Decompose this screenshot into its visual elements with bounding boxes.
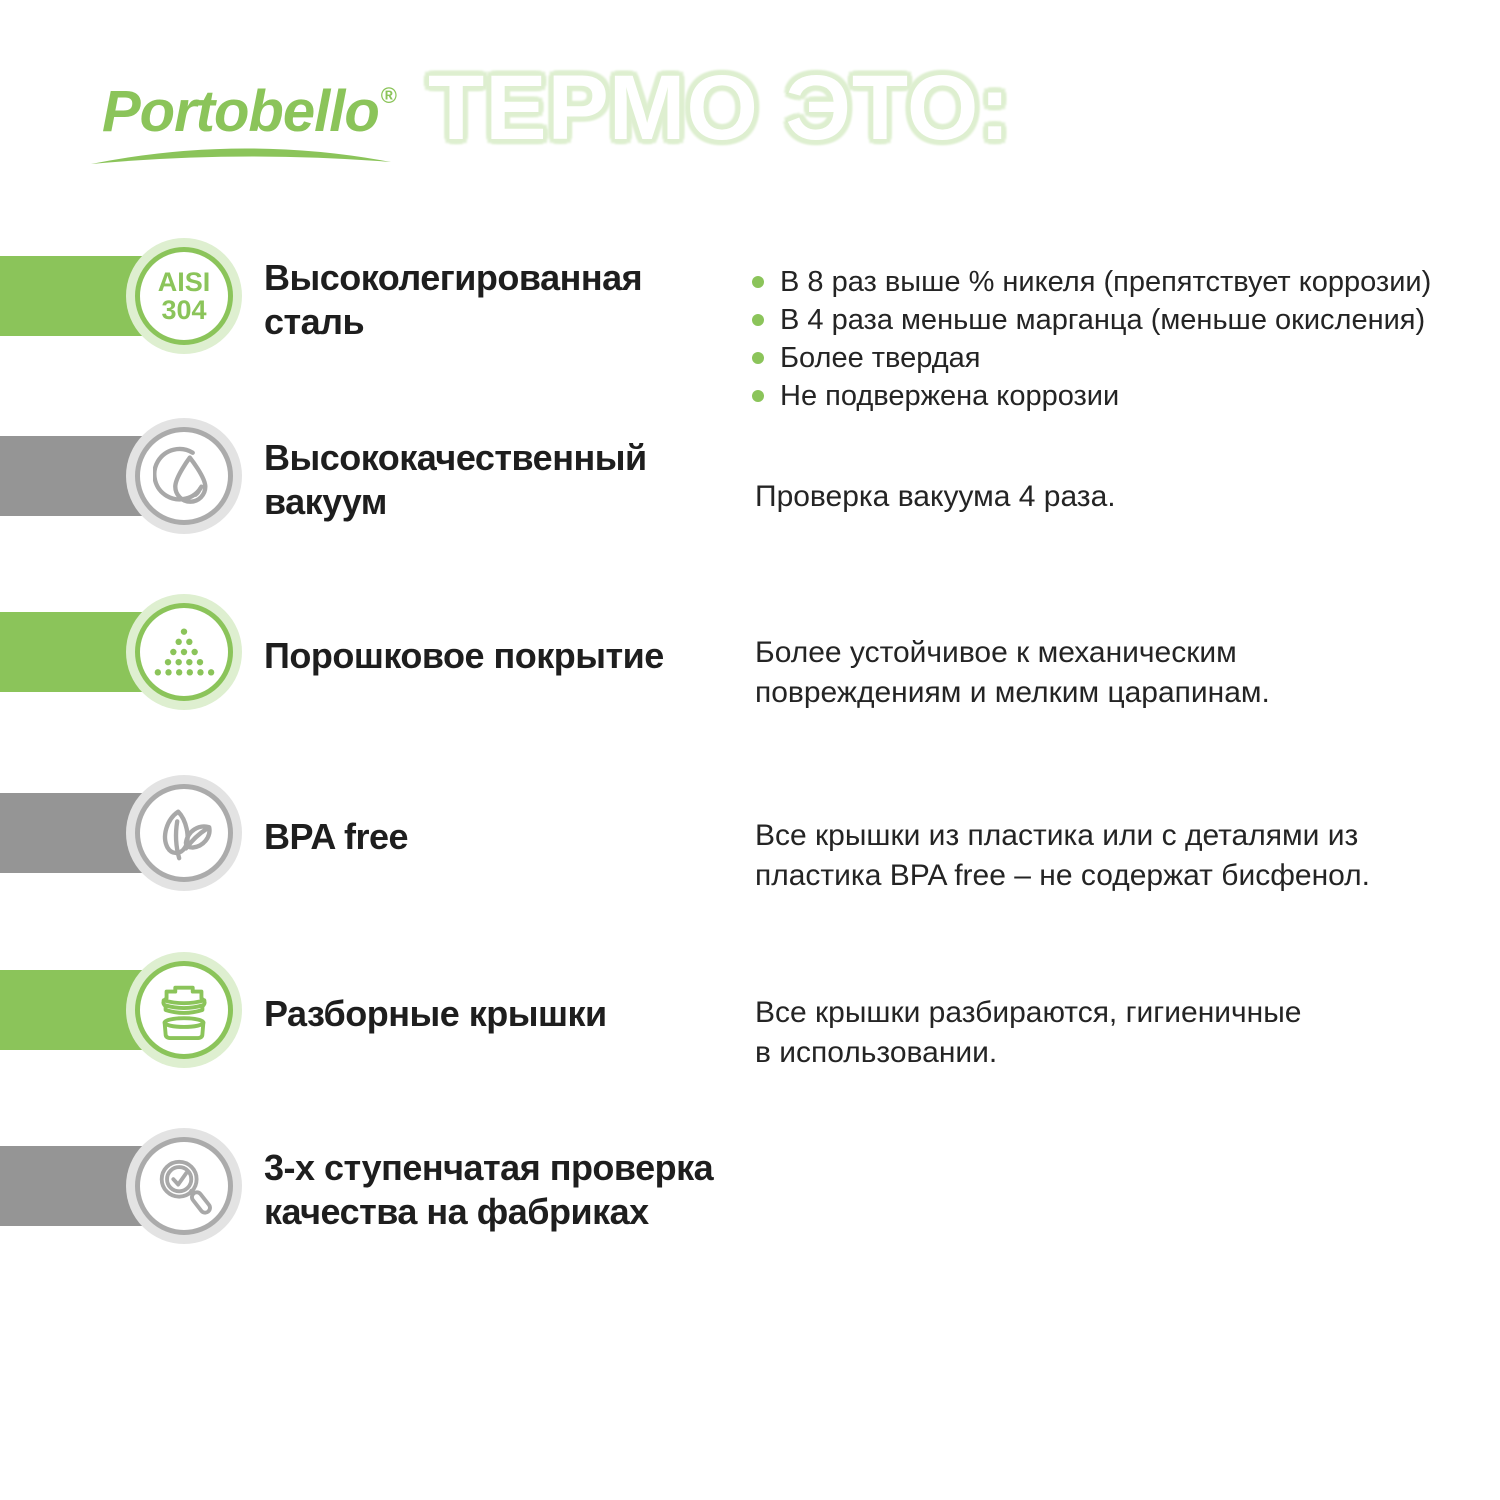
feature-heading: BPA free	[264, 816, 409, 857]
bullet-dot-icon	[752, 314, 764, 326]
feature-row-powder	[0, 594, 1500, 710]
bullet-item: В 8 раз выше % никеля (препятствует коррозии)	[752, 263, 1431, 301]
brand-name: Portobello	[102, 79, 379, 144]
feature-heading: Порошковое покрытие	[264, 635, 664, 676]
brand-logo	[102, 66, 422, 142]
feature-heading: Высоколегированная сталь	[264, 257, 643, 342]
bullet-dot-icon	[752, 352, 764, 364]
badge-line: 304	[161, 295, 207, 325]
steel-bullet-list	[752, 263, 1431, 415]
badge-line: AISI	[157, 267, 211, 297]
feature-badge	[126, 418, 242, 534]
leaf-icon	[153, 802, 215, 864]
lids-description: Все крышки разбираются, гигиеничные в использовании.	[755, 996, 1302, 1069]
bullet-dot-icon	[752, 390, 764, 402]
bullet-item: Не подвержена коррозии	[752, 377, 1431, 415]
bullet-dot-icon	[752, 276, 764, 288]
feature-heading: Высококачественный вакуум	[264, 437, 647, 522]
feature-badge	[126, 594, 242, 710]
bullet-item: В 4 раза меньше марганца (меньше окисления)	[752, 301, 1431, 339]
logo-swoosh	[88, 142, 394, 170]
feature-heading: Разборные крышки	[264, 993, 607, 1034]
feature-row-vacuum	[0, 418, 1500, 534]
vacuum-description: Проверка вакуума 4 раза.	[755, 480, 1116, 513]
registered-mark: ®	[380, 83, 396, 108]
aisi-304-badge	[135, 247, 233, 345]
feature-row-quality	[0, 1128, 1500, 1244]
water-drop-icon	[153, 445, 215, 507]
bpa-description: Все крышки из пластика или с деталями из пластика BPA free – не содержат бисфенол.	[755, 819, 1370, 892]
feature-badge	[126, 238, 242, 354]
powder-dots-icon	[153, 621, 215, 683]
powder-description: Более устойчивое к механическим повреждениям и мелким царапинам.	[755, 636, 1270, 709]
feature-badge	[126, 775, 242, 891]
page-title: ТЕРМО ЭТО:	[428, 57, 1012, 159]
feature-badge	[126, 952, 242, 1068]
magnifier-check-icon	[153, 1155, 215, 1217]
lid-parts-icon	[153, 979, 215, 1041]
feature-heading: 3-х ступенчатая проверка качества на фабриках	[264, 1147, 714, 1232]
feature-badge	[126, 1128, 242, 1244]
bullet-item: Более твердая	[752, 339, 1431, 377]
